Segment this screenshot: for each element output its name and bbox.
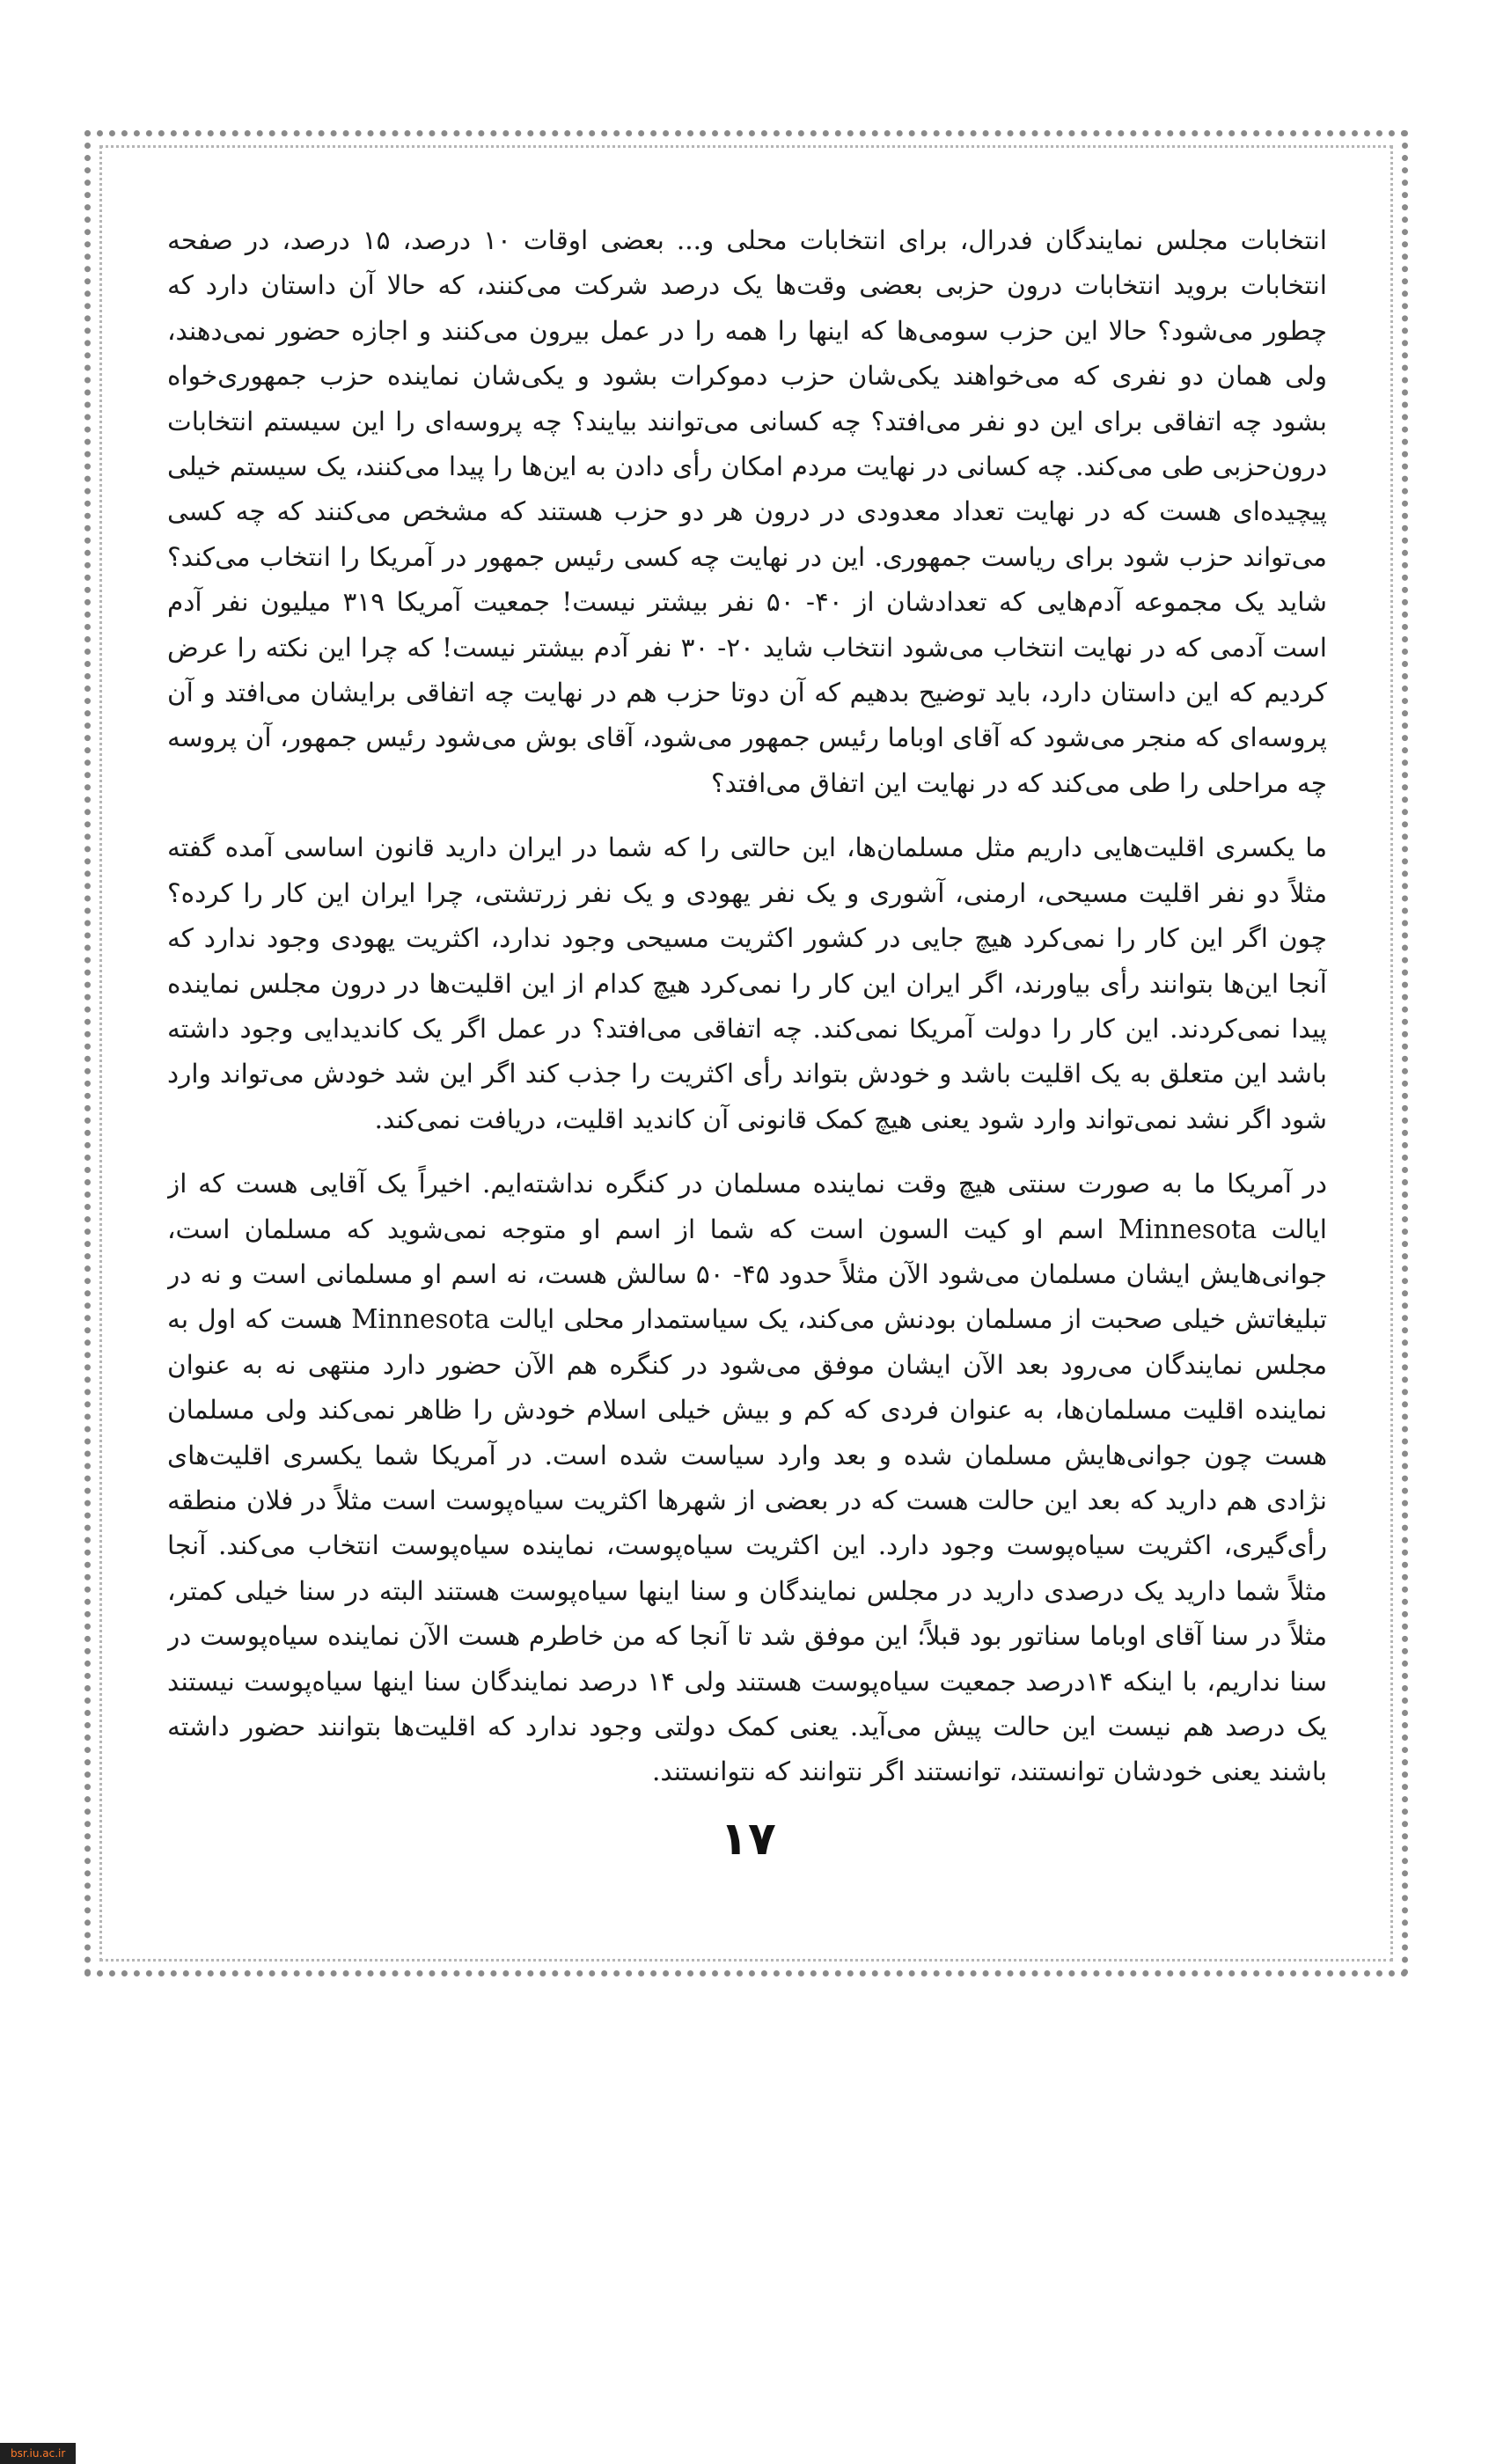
document-body [167, 218, 1327, 1837]
paragraph-2: ما یکسری اقلیت‌هایی داریم مثل مسلمان‌ها، این حالتی را که شما در ایران دارید قانون اساسی آمده گفته مثلاً دو نفر اقلیت مسیحی، ارمنی، آشوری و یک نفر یهودی و یک نفر زرتشتی، چرا ایران این کار را کرده؟ چون اگر این کار را نمی‌کرد هیچ جایی در کشور اکثریت مسیحی وجود ندارد، اکثریت یهودی وجود ندارد که آنجا این‌ها بتوانند رأی بیاورند، اگر ایران این کار را نمی‌کرد هیچ کدام از این اقلیت‌ها در درون مجلس نماینده پیدا نمی‌کردند. این کار را دولت آمریکا نمی‌کند. چه اتفاقی می‌افتد؟ در عمل اگر یک کاندیدایی وجود داشته باشد این متعلق به یک اقلیت باشد و خودش بتواند رأی اکثریت را جذب کند اگر این شد خودش می‌تواند وارد شود اگر نشد نمی‌تواند وارد شود یعنی هیچ کمک قانونی آن کاندید اقلیت، دریافت نمی‌کند. [167, 832, 1327, 1134]
page-number: ۱۷ [720, 1813, 776, 1866]
paragraph-1: انتخابات مجلس نمایندگان فدرال، برای انتخابات محلی و... بعضی اوقات ۱۰ درصد، ۱۵ درصد، در صفحه انتخابات بروید انتخابات درون حزبی بعضی وقت‌ها یک درصد شرکت می‌کنند، که حالا آن داستان دارد که چطور می‌شود؟ حالا این حزب سومی‌ها که اینها را همه را در عمل بیرون می‌کنند و اجازه حضور نمی‌دهند، ولی همان دو نفری که می‌خواهند یکی‌شان حزب دموکرات بشود و یکی‌شان نماینده حزب جمهوری‌خواه بشود چه اتفاقی برای این دو نفر می‌افتد؟ چه کسانی می‌توانند بیایند؟ چه پروسه‌ای را این سیستم انتخابات درون‌حزبی طی می‌کند. چه کسانی در نهایت مردم امکان رأی دادن به این‌ها را پیدا می‌کنند، یک سیستم خیلی پیچیده‌ای هست که در نهایت تعداد معدودی در درون هر دو حزب هستند که مشخص می‌کنند که چه کسی می‌تواند حزب شود برای ریاست جمهوری. این در نهایت چه کسی رئیس جمهور در آمریکا را انتخاب می‌کند؟ شاید یک مجموعه آدم‌هایی که تعدادشان از ۴۰- ۵۰ نفر بیشتر نیست! جمعیت آمریکا ۳۱۹ میلیون نفر آدم است آدمی که در نهایت انتخاب می‌شود انتخاب شاید ۲۰- ۳۰ نفر آدم بیشتر نیست! که چرا این نکته را عرض کردیم که این داستان دارد، باید توضیح بدهیم که آن دوتا حزب هم در نهایت چه اتفاقی برایشان می‌افتد و آن پروسه‌ای که منجر می‌شود که آقای اوباما رئیس جمهور می‌شود، آقای بوش می‌شود رئیس جمهور، آن پروسه چه مراحلی را طی می‌کند که در نهایت این اتفاق می‌افتد؟ [167, 225, 1327, 798]
paragraph-3: در آمریکا ما به صورت سنتی هیچ وقت نماینده مسلمان در کنگره نداشته‌ایم. اخیراً یک آقایی هست که از ایالت Minnesota اسم او کیت السون است که شما از اسم او متوجه نمی‌شوید که مسلمان است، جوانی‌هایش ایشان مسلمان می‌شود الآن مثلاً حدود ۴۵- ۵۰ سالش هست، نه اسم او مسلمانی است و نه در تبلیغاتش خیلی صحبت از مسلمان بودنش می‌کند، یک سیاستمدار محلی ایالت Minnesota هست که اول به مجلس نمایندگان می‌رود بعد الآن ایشان موفق می‌شود در کنگره هم الآن حضور دارد منتهی نه به عنوان نماینده اقلیت مسلمان‌ها، به عنوان فردی که کم و بیش خیلی اسلام خودش را ظاهر نمی‌کند ولی مسلمان هست چون جوانی‌هایش مسلمان شده و بعد وارد سیاست شده است. در آمریکا شما یکسری اقلیت‌های نژادی هم دارید که بعد این حالت هست که در بعضی از شهرها اکثریت سیاه‌پوست است مثلاً در فلان منطقه رأی‌گیری، اکثریت سیاه‌پوست وجود دارد. این اکثریت سیاه‌پوست، نماینده سیاه‌پوست انتخاب می‌کند. آنجا مثلاً شما دارید یک درصدی دارید در مجلس نمایندگان و سنا اینها سیاه‌پوست هستند البته در سنا خیلی کمتر، مثلاً در سنا آقای اوباما سناتور بود قبلاً؛ این موفق شد تا آنجا که من خاطرم هست الآن نماینده سیاه‌پوست در سنا نداریم، با اینکه ۱۴درصد جمعیت سیاه‌پوست هستند ولی ۱۴ درصد نمایندگان سنا اینها سیاه‌پوست نیستند یک درصد هم نیست این حالت پیش می‌آید. یعنی کمک دولتی وجود ندارد که اقلیت‌ها بتوانند حضور داشته باشند یعنی خودشان توانستند، توانستند اگر نتوانند که نتوانستند. [167, 1169, 1327, 1787]
source-watermark: bsr.iu.ac.ir [0, 2443, 76, 2464]
